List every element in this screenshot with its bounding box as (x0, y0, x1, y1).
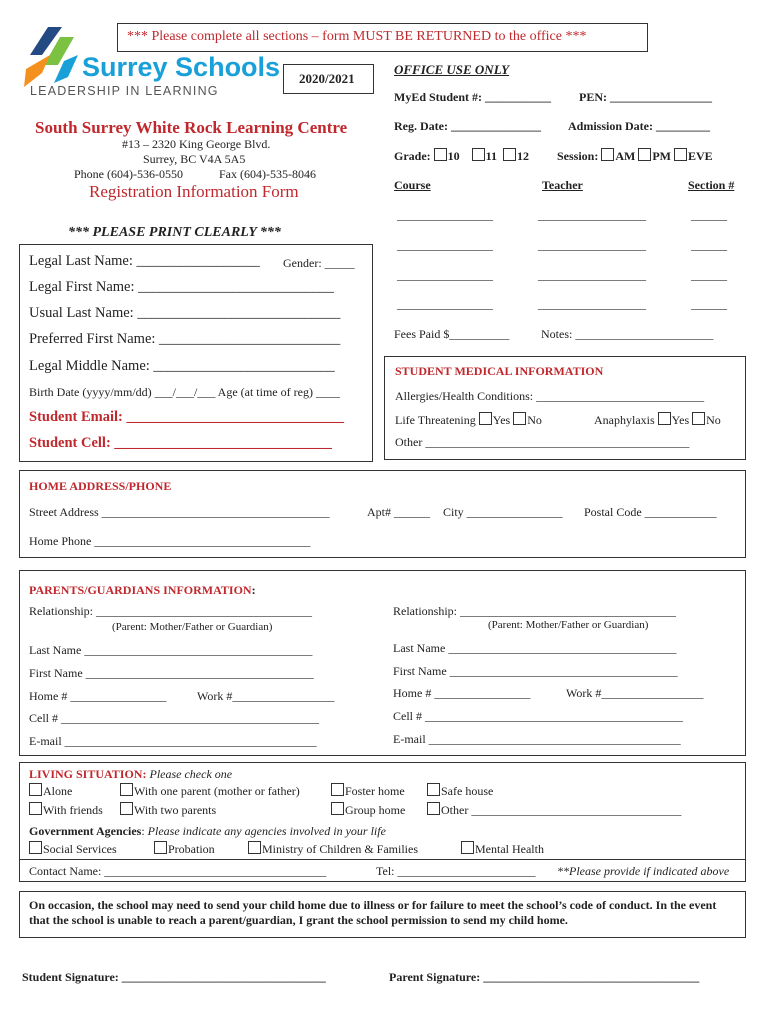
living-other[interactable]: Other ___________________________________ (427, 802, 681, 818)
parent1-first-name-field[interactable]: First Name ______________________________________ (29, 666, 314, 680)
logo-name: Surrey Schools (82, 52, 281, 82)
grade-11-checkbox[interactable] (472, 148, 485, 161)
teacher-row-3[interactable]: __________________ (538, 268, 646, 282)
living-two-parents[interactable]: With two parents (120, 802, 216, 818)
parent-signature-field[interactable]: Parent Signature: ____________________________________ (389, 970, 700, 984)
parent1-work-field[interactable]: Work #_________________ (197, 689, 335, 703)
life-threatening-yes-checkbox[interactable] (479, 412, 492, 425)
anaphylaxis-yes-checkbox[interactable] (658, 412, 671, 425)
surrey-schools-logo-icon (20, 25, 80, 89)
section-row-3[interactable]: ______ (691, 268, 727, 282)
life-threatening-no-checkbox[interactable] (513, 412, 526, 425)
allergies-field[interactable]: Allergies/Health Conditions: ____________________________ (395, 389, 705, 403)
other-checkbox[interactable] (427, 802, 440, 815)
living-one-parent[interactable]: With one parent (mother or father) (120, 783, 300, 799)
print-clearly: *** PLEASE PRINT CLEARLY *** (68, 225, 281, 240)
course-row-4[interactable]: ________________ (397, 297, 493, 311)
life-threatening-row: Life Threatening Yes No (395, 413, 542, 427)
living-title-row: LIVING SITUATION: Please check one (29, 767, 233, 781)
student-signature-field[interactable]: Student Signature: __________________________________ (22, 970, 326, 984)
course-row-1[interactable]: ________________ (397, 208, 493, 222)
two-parents-checkbox[interactable] (120, 802, 133, 815)
session-am-checkbox[interactable] (601, 148, 614, 161)
teacher-header: Teacher (542, 178, 583, 192)
session-label: Session: (557, 149, 599, 163)
contact-name-field[interactable]: Contact Name: _____________________________________ (29, 864, 327, 878)
legal-first-name-field[interactable]: Legal First Name: ___________________________ (29, 279, 334, 295)
school-year: 2020/2021 (299, 71, 355, 86)
grade-label: Grade: (394, 149, 431, 163)
provide-note: **Please provide if indicated above (557, 864, 730, 878)
parent2-home-field[interactable]: Home # ________________ (393, 686, 531, 700)
birth-date-field[interactable]: Birth Date (yyyy/mm/dd) ___/___/___ Age (at time of reg) ____ (29, 385, 340, 399)
office-use-title: OFFICE USE ONLY (394, 62, 510, 77)
section-header: Section # (688, 178, 735, 192)
legal-last-name-field[interactable]: Legal Last Name: _________________ (29, 253, 260, 269)
logo-tagline: LEADERSHIP IN LEARNING (30, 84, 219, 98)
ministry-children-families-checkbox[interactable] (248, 841, 261, 854)
admission-date-field[interactable]: Admission Date: _________ (568, 119, 711, 133)
foster-home-checkbox[interactable] (331, 783, 344, 796)
street-address-field[interactable]: Street Address ______________________________________ (29, 505, 330, 519)
school-address-2: Surrey, BC V4A 5A5 (143, 152, 246, 166)
parent1-home-field[interactable]: Home # ________________ (29, 689, 167, 703)
section-row-1[interactable]: ______ (691, 208, 727, 222)
student-cell-field[interactable]: Student Cell: ______________________________ (29, 435, 332, 451)
parent2-email-field[interactable]: E-mail __________________________________________ (393, 732, 681, 746)
session-eve-checkbox[interactable] (674, 148, 687, 161)
school-name: South Surrey White Rock Learning Centre (35, 118, 348, 137)
usual-last-name-field[interactable]: Usual Last Name: ____________________________ (29, 305, 341, 321)
parent2-relationship-field[interactable]: Relationship: ____________________________________ (393, 604, 676, 618)
course-row-3[interactable]: ________________ (397, 268, 493, 282)
living-foster[interactable]: Foster home (331, 783, 405, 799)
pen-field[interactable]: PEN: _________________ (579, 90, 712, 104)
parent1-last-name-field[interactable]: Last Name ______________________________________ (29, 643, 313, 657)
probation-checkbox[interactable] (154, 841, 167, 854)
section-row-4[interactable]: ______ (691, 297, 727, 311)
medical-other-field[interactable]: Other ____________________________________________ (395, 435, 690, 449)
form-title: Registration Information Form (89, 182, 299, 201)
parent2-cell-field[interactable]: Cell # ___________________________________________ (393, 709, 683, 723)
gender-field[interactable]: Gender: _____ (283, 256, 355, 270)
school-address-1: #13 – 2320 King George Blvd. (122, 137, 271, 151)
city-field[interactable]: City ________________ (443, 505, 563, 519)
grade-12-checkbox[interactable] (503, 148, 516, 161)
agency-social[interactable]: Social Services (29, 841, 117, 857)
notes-field[interactable]: Notes: _______________________ (541, 327, 714, 341)
parent2-relationship-hint: (Parent: Mother/Father or Guardian) (488, 619, 649, 631)
grade-10-checkbox[interactable] (434, 148, 447, 161)
apt-field[interactable]: Apt# ______ (367, 505, 430, 519)
school-phone: Phone (604)-536-0550 (74, 167, 183, 181)
anaphylaxis-row: Anaphylaxis Yes No (594, 413, 721, 427)
preferred-first-name-field[interactable]: Preferred First Name: _________________________ (29, 331, 341, 347)
session-row: Session: AM PM EVE (557, 149, 713, 163)
anaphylaxis-no-checkbox[interactable] (692, 412, 705, 425)
with-friends-checkbox[interactable] (29, 802, 42, 815)
home-address-title: HOME ADDRESS/PHONE (29, 479, 172, 493)
myed-student-field[interactable]: MyEd Student #: ___________ (394, 90, 552, 104)
home-phone-field[interactable]: Home Phone ____________________________________ (29, 534, 311, 548)
mental-health-checkbox[interactable] (461, 841, 474, 854)
living-divider (19, 859, 746, 860)
legal-middle-name-field[interactable]: Legal Middle Name: _________________________ (29, 358, 335, 374)
reg-date-field[interactable]: Reg. Date: _______________ (394, 119, 541, 133)
session-pm-checkbox[interactable] (638, 148, 651, 161)
contact-tel-field[interactable]: Tel: _______________________ (376, 864, 536, 878)
living-alone[interactable]: Alone (29, 783, 72, 799)
safe-house-checkbox[interactable] (427, 783, 440, 796)
school-fax: Fax (604)-535-8046 (219, 167, 316, 181)
teacher-row-1[interactable]: __________________ (538, 208, 646, 222)
teacher-row-4[interactable]: __________________ (538, 297, 646, 311)
parent2-work-field[interactable]: Work #_________________ (566, 686, 704, 700)
agency-mcf[interactable]: Ministry of Children & Families (248, 841, 418, 857)
medical-title: STUDENT MEDICAL INFORMATION (395, 364, 604, 378)
agency-probation[interactable]: Probation (154, 841, 215, 857)
parent2-last-name-field[interactable]: Last Name ______________________________________ (393, 641, 677, 655)
agency-mental[interactable]: Mental Health (461, 841, 544, 857)
parent1-cell-field[interactable]: Cell # ___________________________________________ (29, 711, 319, 725)
one-parent-checkbox[interactable] (120, 783, 133, 796)
course-row-2[interactable]: ________________ (397, 238, 493, 252)
parent2-first-name-field[interactable]: First Name ______________________________________ (393, 664, 678, 678)
postal-code-field[interactable]: Postal Code ____________ (584, 505, 717, 519)
grade-row: Grade: 10 11 12 (394, 149, 529, 163)
section-row-2[interactable]: ______ (691, 238, 727, 252)
social-services-checkbox[interactable] (29, 841, 42, 854)
living-safe[interactable]: Safe house (427, 783, 493, 799)
teacher-row-2[interactable]: __________________ (538, 238, 646, 252)
parent1-relationship-hint: (Parent: Mother/Father or Guardian) (112, 621, 273, 633)
alone-checkbox[interactable] (29, 783, 42, 796)
consent-text: On occasion, the school may need to send your child home due to illness or for failure to meet the school’s code of conduct. In the event that the school is unable to reach a parent/guardian, I grant the school permission to send my child home. (29, 898, 717, 927)
agencies-title-row: Government Agencies: Please indicate any agencies involved in your life (29, 824, 386, 838)
parents-title: PARENTS/GUARDIANS INFORMATION: (29, 583, 256, 597)
living-group[interactable]: Group home (331, 802, 405, 818)
parent1-email-field[interactable]: E-mail __________________________________________ (29, 734, 317, 748)
student-info-box (19, 244, 373, 462)
notice-text: *** Please complete all sections – form MUST BE RETURNED to the office *** (127, 29, 587, 44)
parent1-relationship-field[interactable]: Relationship: ____________________________________ (29, 604, 312, 618)
living-friends[interactable]: With friends (29, 802, 103, 818)
course-header: Course (394, 178, 431, 192)
group-home-checkbox[interactable] (331, 802, 344, 815)
student-email-field[interactable]: Student Email: ______________________________ (29, 409, 344, 425)
fees-paid-field[interactable]: Fees Paid $__________ (394, 327, 510, 341)
